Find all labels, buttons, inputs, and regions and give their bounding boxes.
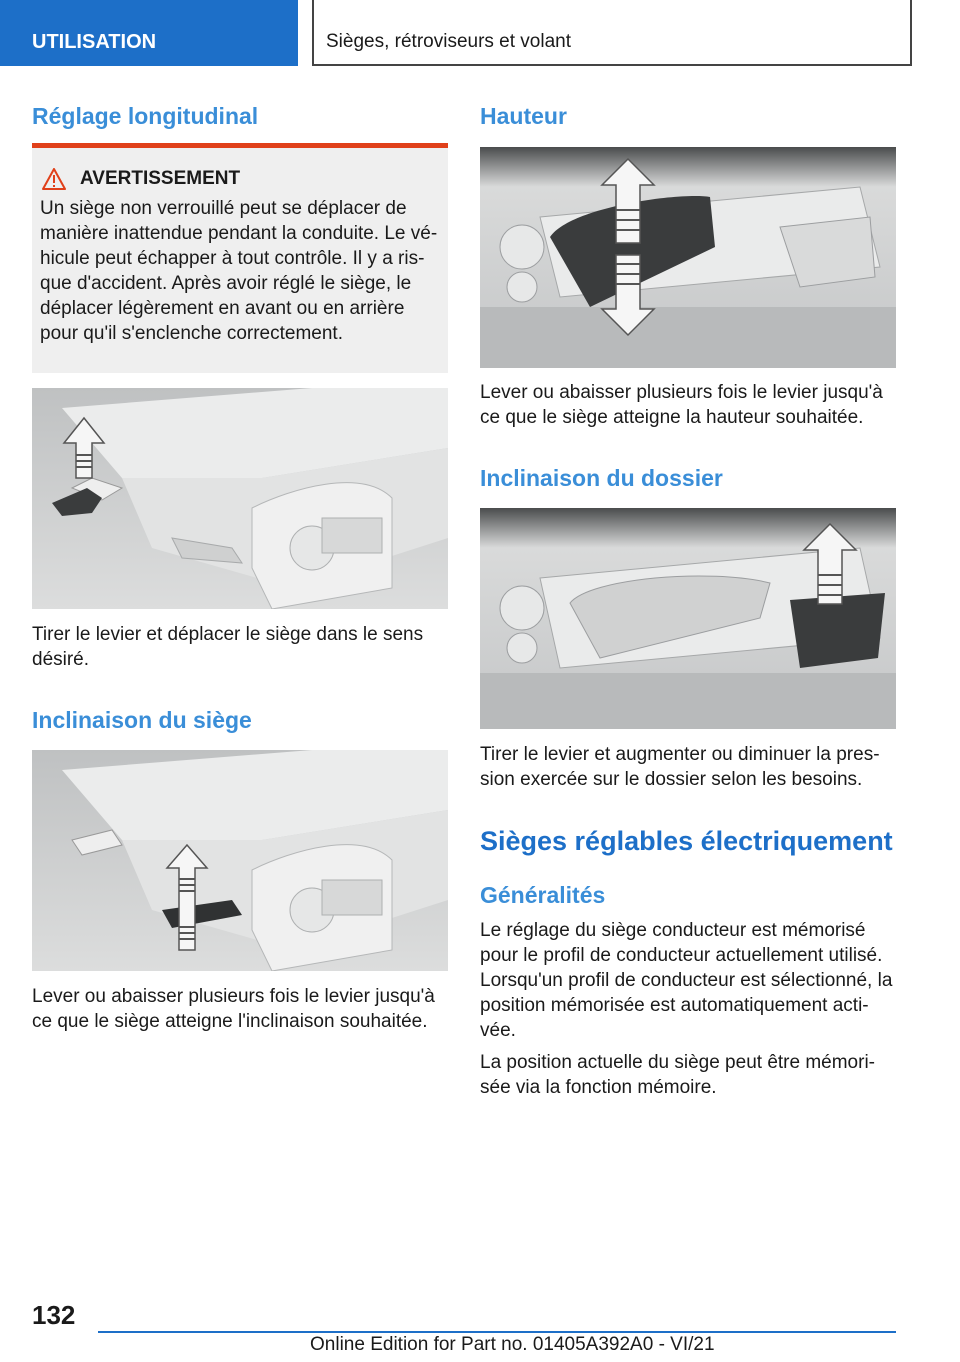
warning-title: AVERTISSEMENT — [80, 168, 241, 189]
section-tab: UTILISATION — [0, 0, 298, 66]
heading-reglage-longitudinal: Réglage longitudinal — [32, 103, 259, 129]
text-hauteur: Lever ou abaisser plusieurs fois le levier jusqu'à ce que le siège atteigne la hauteur souhaitée. — [480, 382, 883, 428]
warning-box — [32, 143, 448, 373]
heading-sieges-electriques: Sièges réglables électriquement — [480, 826, 893, 856]
warning-triangle-icon — [42, 168, 66, 190]
warning-header — [42, 168, 440, 190]
chapter-title: Sièges, rétroviseurs et volant — [312, 0, 912, 66]
seat-longitudinal-figure — [32, 388, 448, 609]
footer-edition: Online Edition for Part no. 01405A392A0 - VI/21 — [310, 1334, 715, 1355]
backrest-figure — [480, 508, 896, 729]
seat-tilt-figure — [32, 750, 448, 971]
warning-text: Un siège non verrouillé peut se déplacer de manière inattendue pendant la conduite. Le vé-hicule peut échapper à tout contrôle. Il y a ris-que d'accident. Après avoir réglé le siège, le déplacer légèrement en avant ou en arrière pour qu'il s'enclenche correctement. — [40, 198, 438, 344]
text-generalites-1: Le réglage du siège conducteur est mémorisé pour le profil de conducteur actuellement utilisé. Lorsqu'un profil de conducteur est sélectionné, la position mémorisée est automatiquement acti-vée. — [480, 920, 893, 1041]
heading-inclinaison-dossier: Inclinaison du dossier — [480, 465, 723, 491]
footer-rule — [98, 1331, 896, 1333]
text-dossier: Tirer le levier et augmenter ou diminuer la pres-sion exercée sur le dossier selon les besoins. — [480, 744, 880, 790]
heading-hauteur: Hauteur — [480, 103, 567, 129]
heading-generalites: Généralités — [480, 882, 606, 908]
text-generalites-2: La position actuelle du siège peut être mémori-sée via la fonction mémoire. — [480, 1052, 876, 1098]
heading-inclinaison-siege: Inclinaison du siège — [32, 707, 252, 733]
seat-height-figure — [480, 147, 896, 368]
text-longitudinal: Tirer le levier et déplacer le siège dans le sens désiré. — [32, 624, 424, 670]
page-number: 132 — [32, 1300, 76, 1330]
text-inclinaison-siege: Lever ou abaisser plusieurs fois le levier jusqu'à ce que le siège atteigne l'inclinaison souhaitée. — [32, 986, 435, 1032]
